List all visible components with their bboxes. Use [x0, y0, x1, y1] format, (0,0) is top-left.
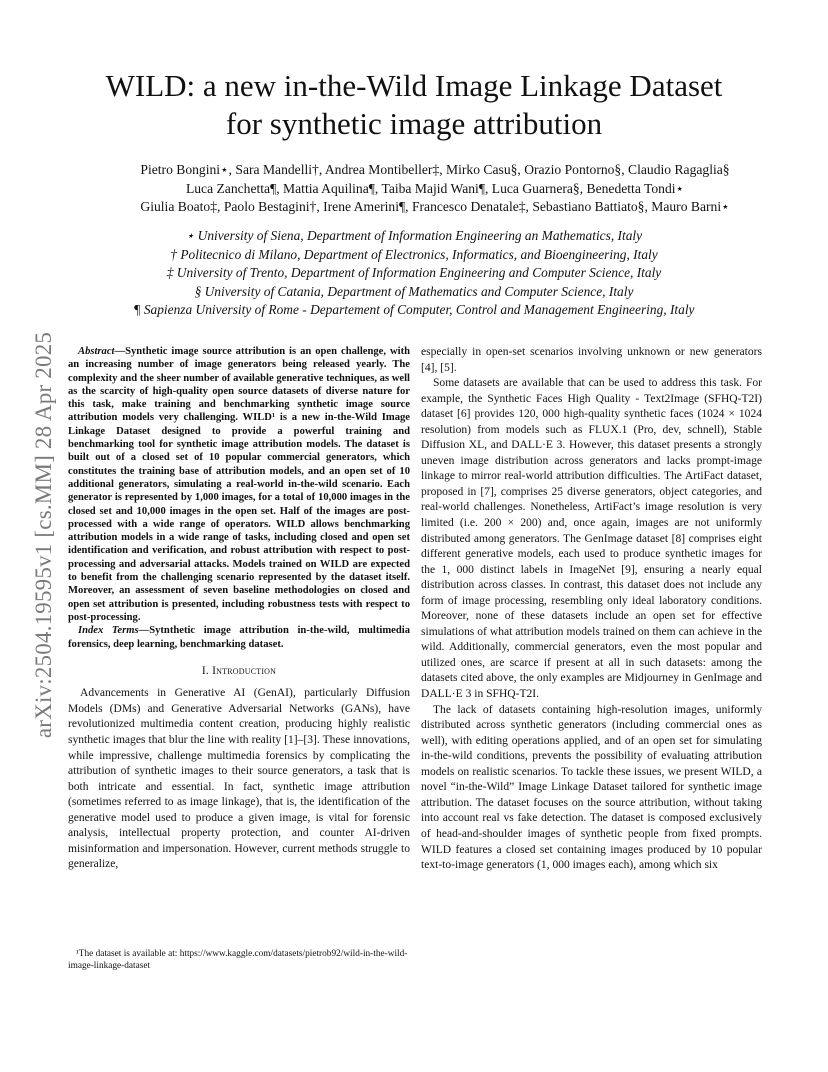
arxiv-stamp	[14, 300, 74, 770]
abstract-text: —Synthetic image source attribution is an open challenge, with an increasing number of image generators being released yearly. The complexity and the sheer number of available generative techniques, as well as the scarcity of high-quality open source datasets of diverse nature for this task, make training and benchmarking synthetic image source attribution models very challenging. WILD¹ is a new in-the-Wild Image Linkage Dataset designed to provide a powerful training and benchmarking tool for synthetic image attribution models. The dataset is built out of a closed set of 10 popular commercial generators, which constitutes the training base of attribution models, and an open set of 10 additional generators, simulating a real-world in-the-wild scenario. Each generator is represented by 1,000 images, for a total of 10,000 images in the closed set and 10,000 images in the open set. Half of the images are post-processed with a wide range of operators. WILD allows benchmarking attribution models in a wide range of tasks, including closed and open set identification and verification, and robust attribution with respect to post-processing and adversarial attacks. Models trained on WILD are expected to benefit from the challenging scenario represented by the dataset itself. Moreover, an assessment of seven baseline methodologies on closed and open set attribution is presented, including robustness tests with respect to post-processing.	[68, 346, 410, 623]
affiliation: ⋆ University of Siena, Department of Information Engineering an Mathematics, Italy	[185, 228, 643, 243]
body-paragraph: especially in open-set scenarios involving unknown or new generators [4], [5].	[421, 346, 762, 374]
body-paragraph: The lack of datasets containing high-resolution images, uniformly distributed across synthetic generators (including commercial ones as well), with editing operations applied, and of an open set for simulating in-the-wild conditions, prevents the possibility of evaluating attribution models on realistic scenarios. To tackle these issues, we present WILD, a novel “in-the-Wild” Image Linkage Dataset tailored for synthetic image attribution. The dataset focuses on the source attribution, without taking into account real vs fake detection. The dataset is composed exclusively of head-and-shoulder images of synthetic people from fixed prompts. WILD features a closed set containing images produced by 10 popular text-to-image generators (1, 000 images each), among which six	[421, 703, 762, 872]
paper-title	[60, 67, 768, 143]
abstract-label: Abstract	[78, 346, 115, 357]
affiliation: § University of Catania, Department of Mathematics and Computer Science, Italy	[194, 283, 634, 299]
title-line: for synthetic image attribution	[225, 106, 603, 141]
body-paragraph: Some datasets are available that can be used to address this task. For example, the Synthetic Faces High Quality - Text2Image (SFHQ-T2I) dataset [6] provides 120, 000 high-quality synthetic faces (1024 × 1024 resolution) from models such as FLUX.1 (Pro, dev, schnell), Stable Diffusion XL, and DALL·E 3. However, this dataset presents a strongly uneven image distribution across generators and lacks prompt-image linkage to mirror real-world attribution difficulties. The ArtiFact dataset, proposed in [7], comprises 25 diverse generators, object categories, and real-world challenges. Nonetheless, ArtiFact’s image resolution is very limited (i.e. 200 × 200) and, once again, images are not uniformly distributed among generators. The GenImage dataset [8] comprises eight different generative models, each used to produce synthetic images for the 1, 000 distinct labels in ImageNet [9], ensuring a nearly equal distribution across classes. In contrast, this dataset does not include any form of image processing, resembling only ideal laboratory conditions. Moreover, none of these datasets include an open set for effective simulations of what attribution models trained on them can achieve in the wild. Additionally, commercial generators, even the most popular and utilized ones, are scarce if present at all in such datasets: among the datasets cited above, the only examples are Midjourney in GenImage and DALL·E 3 in SFHQ-T2I.	[421, 377, 762, 701]
intro-paragraph: Advancements in Generative AI (GenAI), particularly Diffusion Models (DMs) and Generative Adversarial Networks (GANs), have revolutionized multimedia content creation, producing highly realistic synthetic images that blur the line with reality [1]–[3]. These innovations, while impressive, challenge multimedia forensics by complicating the attribution of synthetic images to their source generators, a task that is both intricate and essential. In fact, synthetic image attribution (sometimes referred to as image linkage), that is, the identification of the generative model used to produce a given image, is vital for forensic analysis, intellectual property protection, and counter AI-driven misinformation and impersonation. However, current methods struggle to generalize,	[68, 687, 410, 871]
index-terms-text: —Sytnthetic image attribution in-the-wild, multimedia forensics, deep learning, benchmarking dataset.	[68, 625, 410, 650]
affiliation: † Politecnico di Milano, Department of Electronics, Informatics, and Bioengineering, Italy	[170, 246, 658, 262]
affiliation: ¶ Sapienza University of Rome - Departement of Computer, Control and Management Engineering, Italy	[133, 302, 695, 318]
affiliation: ‡ University of Trento, Department of Information Engineering and Computer Science, Italy	[166, 265, 662, 281]
index-terms	[68, 624, 410, 651]
abstract	[68, 345, 410, 624]
arxiv-identifier[interactable]: arXiv:2504.19595v1 [cs.MM] 28 Apr 2025	[31, 331, 56, 739]
right-column	[421, 345, 762, 874]
title-line: WILD: a new in-the-Wild Image Linkage Dataset	[105, 68, 723, 103]
author-line: Giulia Boato‡, Paolo Bestagini†, Irene Amerini¶, Francesco Denatale‡, Sebastiano Battiato§, Mauro Barni⋆	[140, 199, 730, 214]
affiliation-list	[40, 227, 788, 320]
author-line: Luca Zanchetta¶, Mattia Aquilina¶, Taiba Majid Wani¶, Luca Guarnera§, Benedetta Tondi⋆	[185, 180, 685, 196]
author-list	[90, 161, 780, 217]
footnote-text[interactable]: ¹The dataset is available at: https://www.kaggle.com/datasets/pietrob92/wild-in-the-wild-image-linkage-dataset	[68, 949, 408, 971]
index-terms-label: Index Terms	[78, 625, 139, 637]
author-line: Pietro Bongini⋆, Sara Mandelli†, Andrea Montibeller‡, Mirko Casu§, Orazio Pontorno§, Claudio Ragaglia§	[140, 162, 730, 177]
left-column	[68, 345, 410, 873]
section-heading-introduction: I. Introduction	[201, 663, 277, 677]
footnote	[68, 948, 410, 972]
